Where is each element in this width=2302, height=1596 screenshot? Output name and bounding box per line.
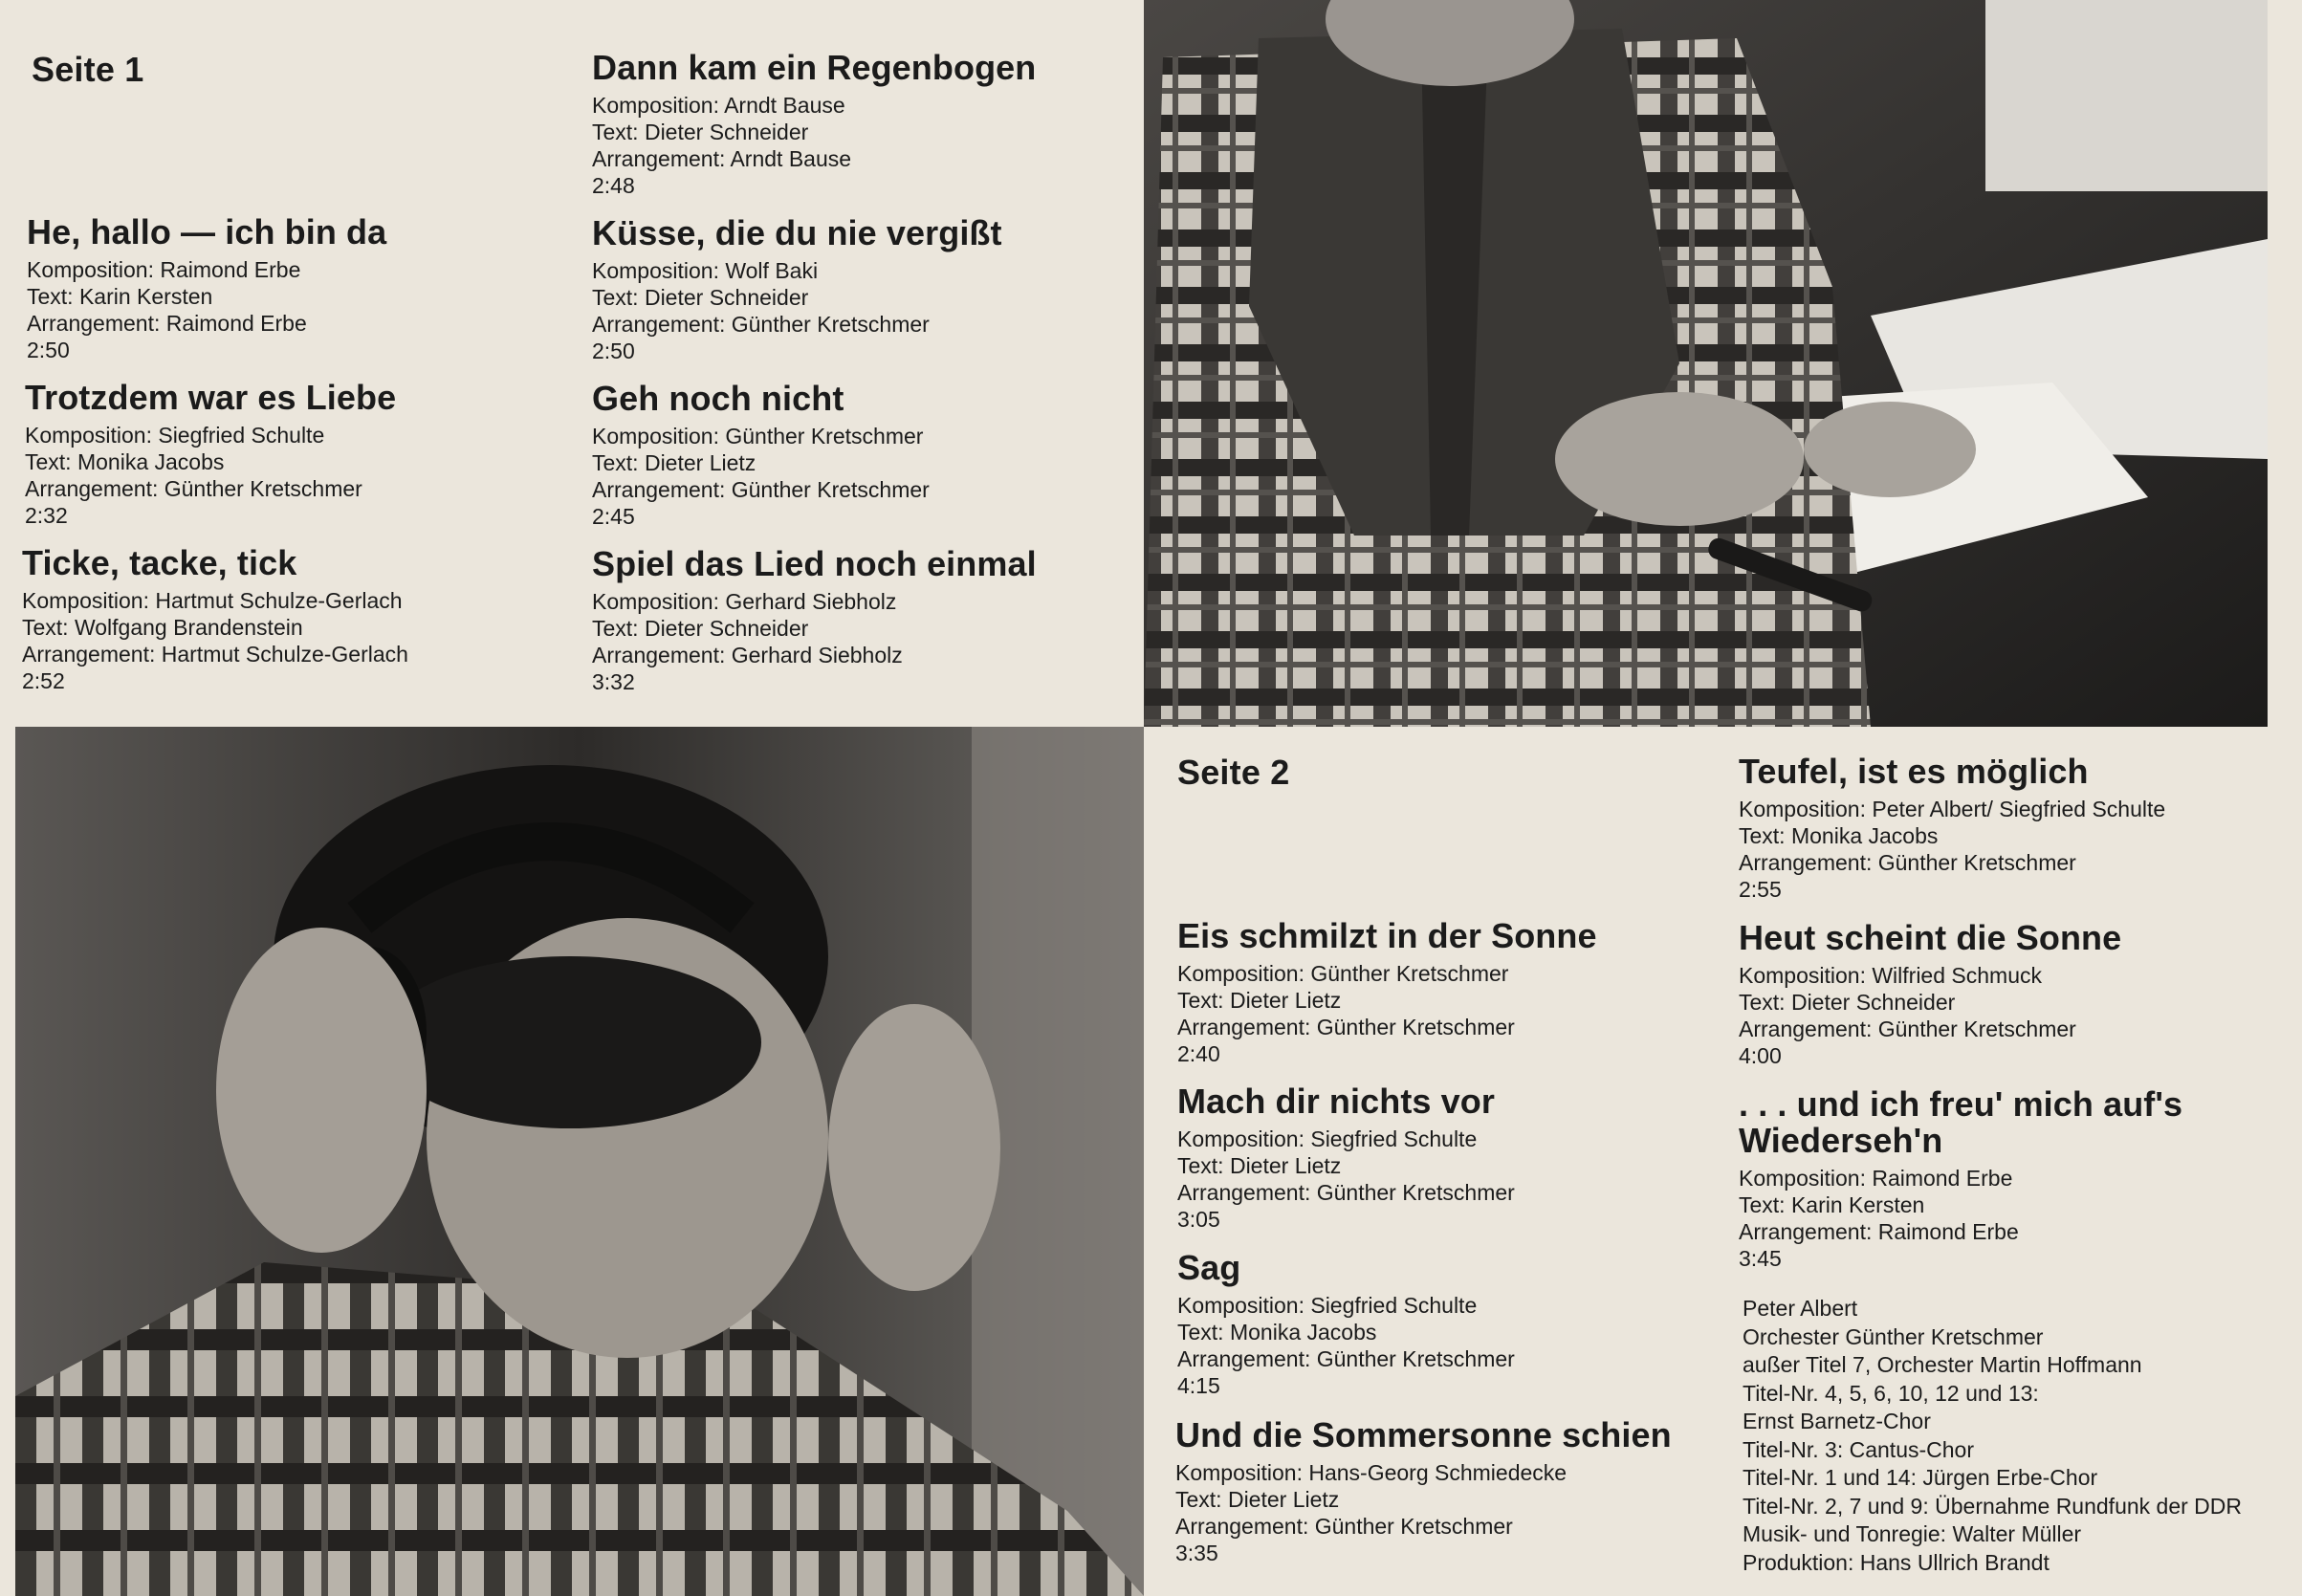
credit-line: Ernst Barnetz-Chor (1743, 1409, 1931, 1433)
track-arranger: Arrangement: Günther Kretschmer (1739, 1017, 2076, 1041)
track-duration: 2:45 (592, 504, 635, 529)
track-side1-6 (592, 381, 1128, 530)
track-side1-4 (592, 50, 1128, 199)
track-title: Mach dir nichts vor (1177, 1082, 1495, 1121)
track-duration: 2:52 (22, 668, 65, 693)
track-title: Sag (1177, 1248, 1241, 1287)
track-lyricist: Text: Dieter Lietz (592, 450, 756, 475)
track-side2-4 (1175, 1417, 1711, 1566)
track-lyricist: Text: Dieter Schneider (592, 285, 809, 310)
credit-line: Orchester Günther Kretschmer (1743, 1323, 2044, 1349)
track-duration: 3:45 (1739, 1246, 1782, 1271)
track-duration: 4:00 (1739, 1043, 1782, 1068)
credit-line: Produktion: Hans Ullrich Brandt (1743, 1549, 2050, 1575)
track-composer: Komposition: Siegfried Schulte (1177, 1293, 1478, 1318)
track-lyricist: Text: Dieter Lietz (1175, 1487, 1340, 1512)
side-1-heading: Seite 1 (32, 50, 144, 89)
track-title-line-1: . . . und ich freu' mich auf's (1739, 1084, 2183, 1124)
track-title: Dann kam ein Regenbogen (592, 48, 1037, 87)
track-arranger: Arrangement: Günther Kretschmer (1177, 1180, 1515, 1205)
track-duration: 4:15 (1177, 1373, 1220, 1398)
photo-man-headphones-illustration (15, 727, 1144, 1596)
track-composer: Komposition: Wilfried Schmuck (1739, 963, 2042, 988)
track-title: Spiel das Lied noch einmal (592, 544, 1037, 583)
track-arranger: Arrangement: Günther Kretschmer (25, 476, 362, 501)
track-duration: 3:32 (592, 669, 635, 694)
track-lyricist: Text: Dieter Lietz (1177, 1153, 1342, 1178)
track-duration: 3:35 (1175, 1541, 1218, 1565)
photo-man-writing (1144, 0, 2268, 727)
track-arranger: Arrangement: Günther Kretschmer (1177, 1015, 1515, 1039)
track-title: Und die Sommersonne schien (1175, 1415, 1672, 1454)
credit-line: außer Titel 7, Orchester Martin Hoffmann (1743, 1352, 2142, 1377)
track-side1-3 (22, 545, 558, 694)
track-lyricist: Text: Monika Jacobs (25, 449, 225, 474)
photo-man-writing-illustration (1144, 0, 2268, 727)
track-arranger: Arrangement: Günther Kretschmer (1739, 850, 2076, 875)
track-side1-1 (27, 214, 562, 363)
track-duration: 2:50 (592, 339, 635, 363)
track-composer: Komposition: Wolf Baki (592, 258, 819, 283)
track-arranger: Arrangement: Günther Kretschmer (592, 477, 930, 502)
track-composer: Komposition: Peter Albert/ Siegfried Schulte (1739, 797, 2166, 821)
track-side1-2 (25, 380, 560, 529)
track-lyricist: Text: Dieter Schneider (592, 120, 809, 144)
track-title: Heut scheint die Sonne (1739, 918, 2122, 957)
track-composer: Komposition: Siegfried Schulte (25, 423, 325, 448)
track-side1-7 (592, 546, 1128, 695)
track-composer: Komposition: Raimond Erbe (1739, 1166, 2013, 1191)
track-composer: Komposition: Gerhard Siebholz (592, 589, 897, 614)
credit-line: Peter Albert (1743, 1296, 1858, 1321)
side-2-heading: Seite 2 (1177, 753, 1290, 792)
track-duration: 2:32 (25, 503, 68, 528)
track-side2-3 (1177, 1250, 1713, 1399)
track-lyricist: Text: Dieter Schneider (592, 616, 809, 641)
track-title: Ticke, tacke, tick (22, 543, 297, 582)
track-title: Teufel, ist es möglich (1739, 752, 2089, 791)
track-arranger: Arrangement: Günther Kretschmer (1175, 1514, 1513, 1539)
track-title: Geh noch nicht (592, 379, 844, 418)
credit-line: Titel-Nr. 1 und 14: Jürgen Erbe-Chor (1743, 1465, 2098, 1490)
track-composer: Komposition: Hans-Georg Schmiedecke (1175, 1460, 1568, 1485)
track-composer: Komposition: Günther Kretschmer (592, 424, 924, 448)
track-lyricist: Text: Monika Jacobs (1177, 1320, 1377, 1345)
track-title (1739, 1086, 2274, 1159)
track-arranger: Arrangement: Raimond Erbe (1739, 1219, 2019, 1244)
track-composer: Komposition: Arndt Bause (592, 93, 845, 118)
track-lyricist: Text: Monika Jacobs (1739, 823, 1939, 848)
track-duration: 2:48 (592, 173, 635, 198)
track-lyricist: Text: Dieter Lietz (1177, 988, 1342, 1013)
track-duration: 2:50 (27, 338, 70, 362)
track-side2-5 (1739, 754, 2274, 903)
track-composer: Komposition: Siegfried Schulte (1177, 1126, 1478, 1151)
track-composer: Komposition: Raimond Erbe (27, 257, 301, 282)
track-duration: 3:05 (1177, 1207, 1220, 1232)
track-arranger: Arrangement: Günther Kretschmer (592, 312, 930, 337)
track-lyricist: Text: Wolfgang Brandenstein (22, 615, 303, 640)
track-side2-7 (1739, 1086, 2274, 1272)
track-arranger: Arrangement: Raimond Erbe (27, 311, 307, 336)
track-title: Küsse, die du nie vergißt (592, 213, 1002, 252)
track-title: Eis schmilzt in der Sonne (1177, 916, 1597, 955)
photo-man-headphones (15, 727, 1144, 1596)
track-composer: Komposition: Günther Kretschmer (1177, 961, 1509, 986)
credit-line: Titel-Nr. 4, 5, 6, 10, 12 und 13: (1743, 1380, 2039, 1406)
track-arranger: Arrangement: Gerhard Siebholz (592, 643, 903, 667)
credit-line: Titel-Nr. 2, 7 und 9: Übernahme Rundfunk der DDR (1743, 1493, 2243, 1519)
track-composer: Komposition: Hartmut Schulze-Gerlach (22, 588, 403, 613)
track-title-line-2: Wiederseh'n (1739, 1121, 1943, 1160)
track-side2-2 (1177, 1083, 1713, 1233)
track-lyricist: Text: Karin Kersten (1739, 1192, 1925, 1217)
track-arranger: Arrangement: Günther Kretschmer (1177, 1346, 1515, 1371)
track-arranger: Arrangement: Arndt Bause (592, 146, 852, 171)
track-side1-5 (592, 215, 1128, 364)
track-side2-1 (1177, 918, 1713, 1067)
production-credits (1743, 1295, 2278, 1577)
track-arranger: Arrangement: Hartmut Schulze-Gerlach (22, 642, 408, 667)
credit-line: Titel-Nr. 3: Cantus-Chor (1743, 1436, 1974, 1462)
track-lyricist: Text: Dieter Schneider (1739, 990, 1956, 1015)
track-duration: 2:40 (1177, 1041, 1220, 1066)
track-duration: 2:55 (1739, 877, 1782, 902)
credit-line: Musik- und Tonregie: Walter Müller (1743, 1521, 2082, 1546)
track-side2-6 (1739, 920, 2274, 1069)
track-title: He, hallo — ich bin da (27, 212, 387, 251)
track-lyricist: Text: Karin Kersten (27, 284, 213, 309)
track-title: Trotzdem war es Liebe (25, 378, 397, 417)
